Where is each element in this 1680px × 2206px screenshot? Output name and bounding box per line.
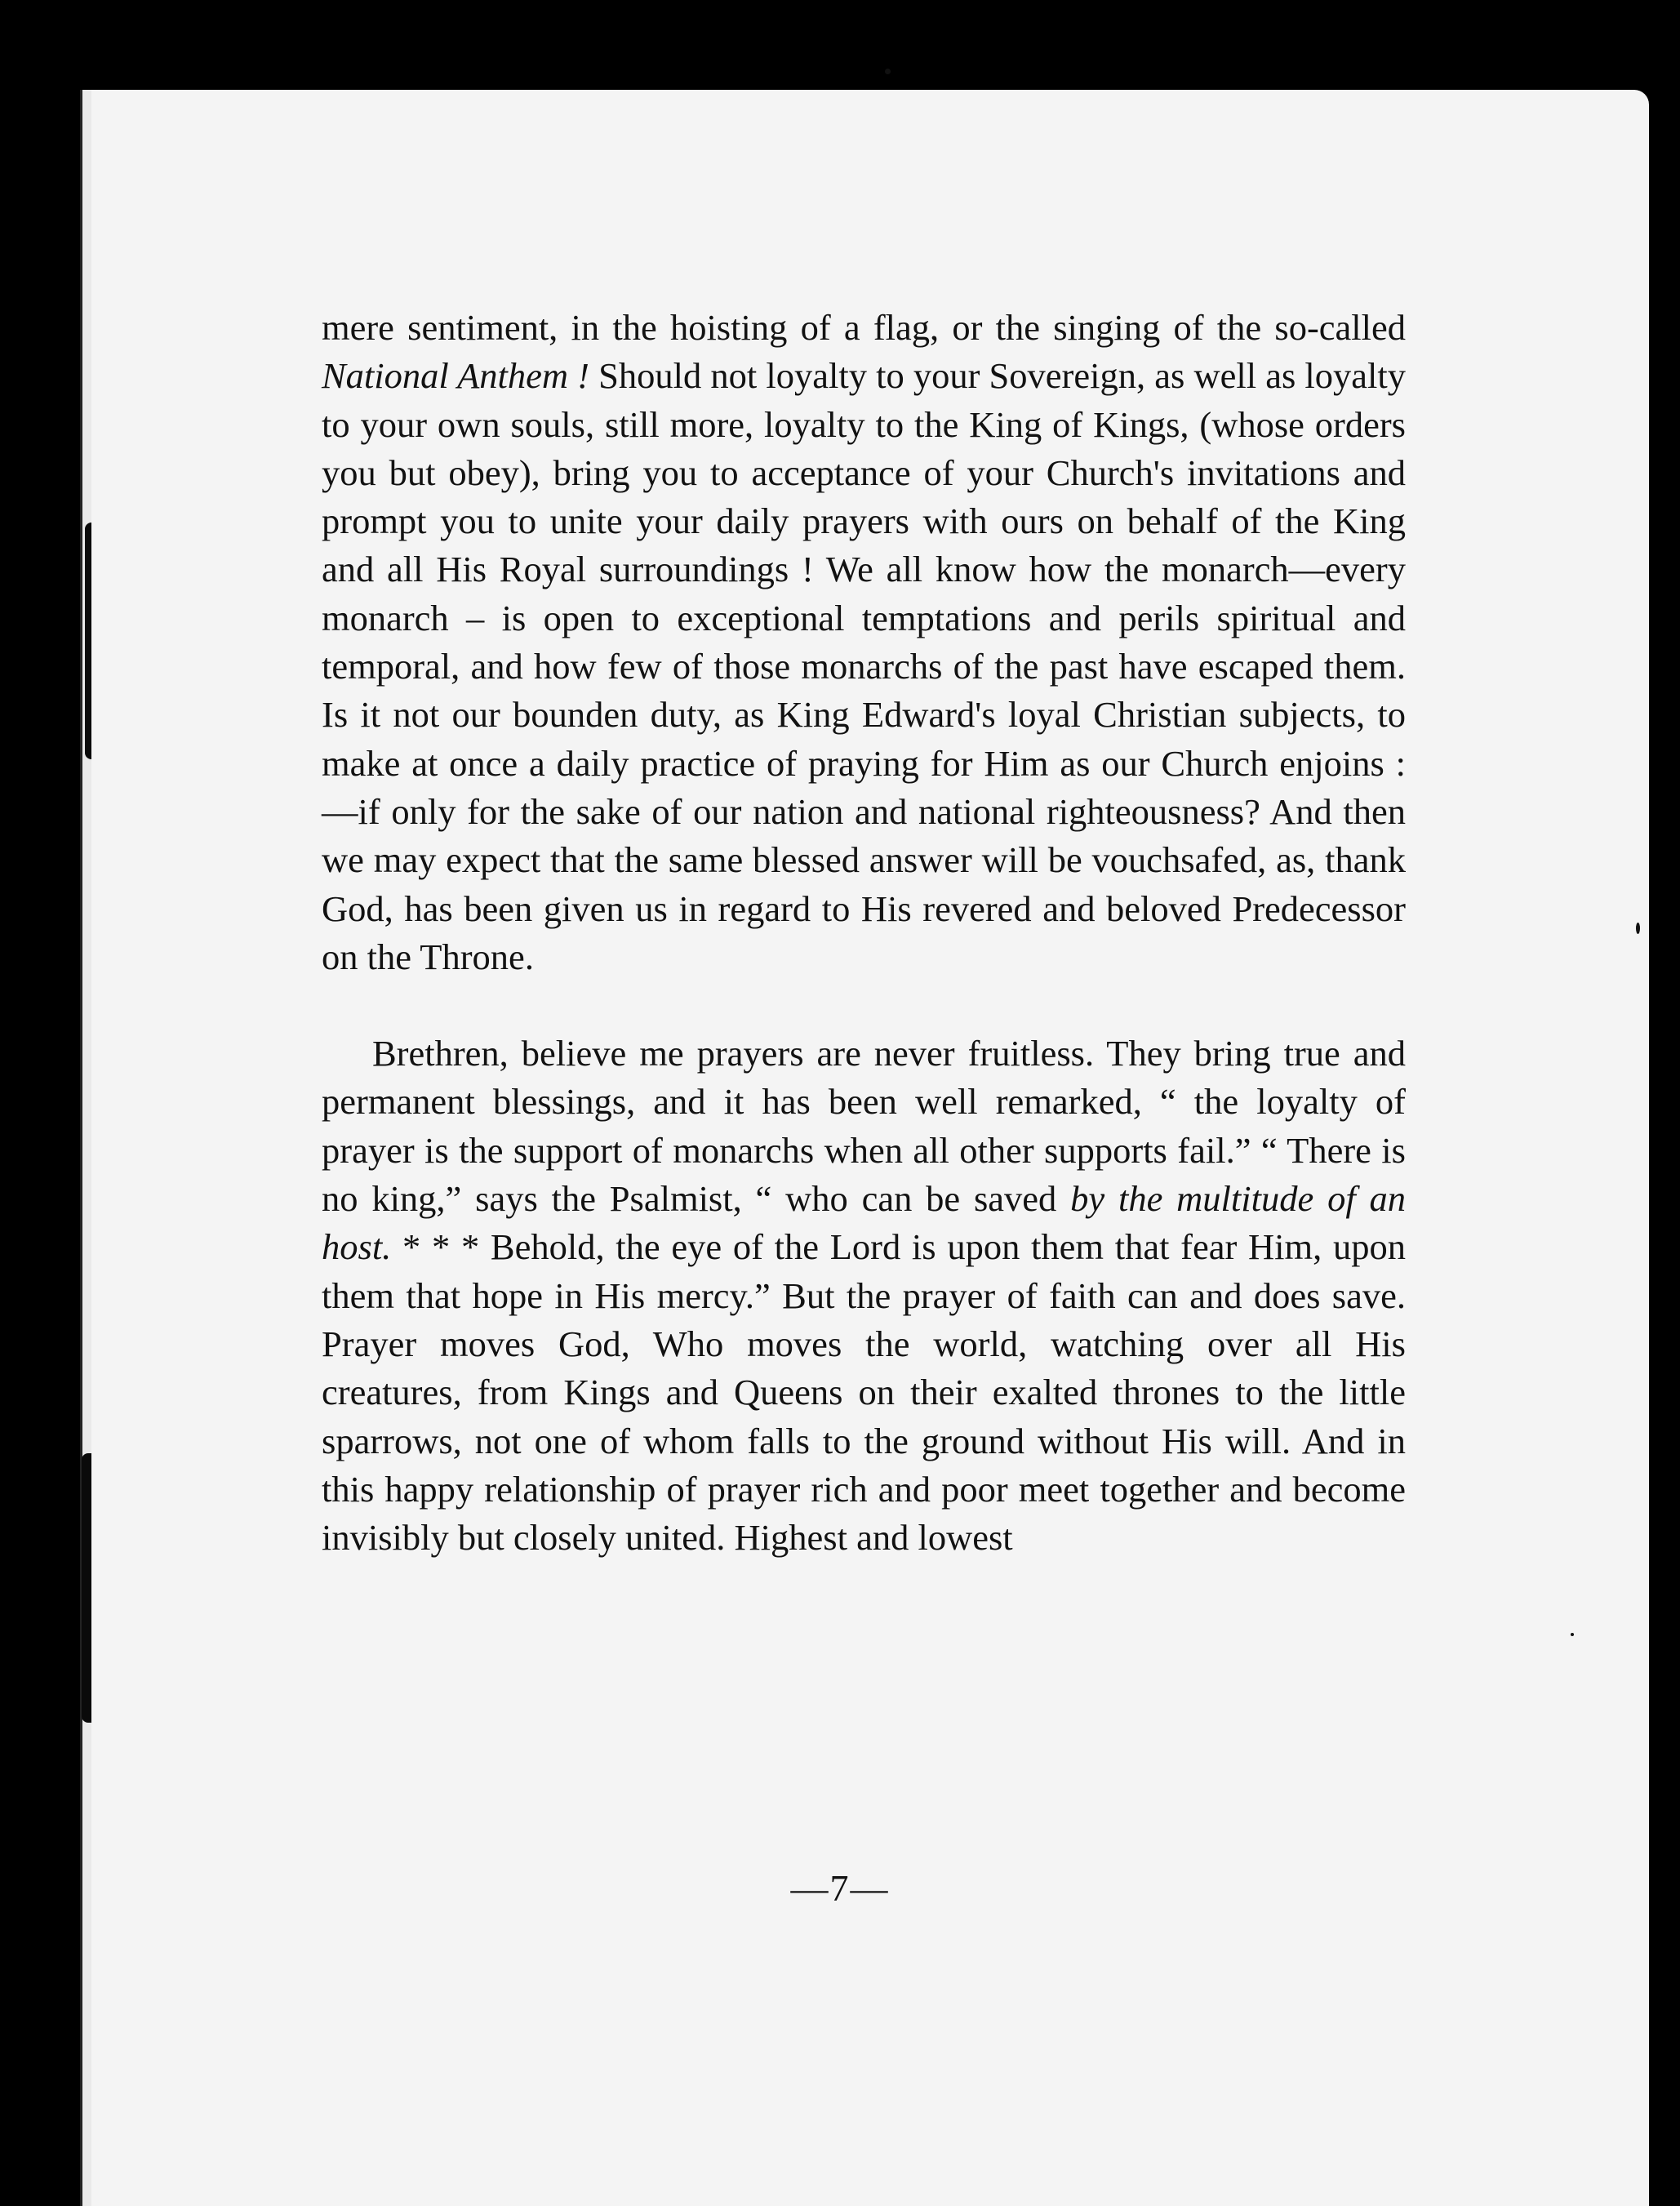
scan-speck [1571, 1633, 1574, 1636]
paragraph: Brethren, believe me prayers are never fruitless. They bring true and permanent blessings, and it has been well remarked, “ the loyalty of prayer is the support of monarchs when all other supports fail.” “ There is no king,” says the Psalmist, “ who can be saved by the multitude of an host. * * * Behold, the eye of the Lord is upon them that fear Him, upon them that hope in His mercy.” But the prayer of faith can and does save. Prayer moves God, Who moves the world, watching over all His creatures, from Kings and Queens on their exalted thrones to the little sparrows, not one of whom falls to the ground without His will. And in this happy relationship of prayer rich and poor meet together and become invisibly but closely united. Highest and lowest [322, 1033, 1406, 1559]
body-text [322, 304, 1406, 1562]
scan-speck [1636, 923, 1640, 934]
scan-speck [885, 69, 891, 74]
page-number: —7— [790, 1867, 890, 1909]
paragraph: mere sentiment, in the hoisting of a flag, or the singing of the so-called National Anthem ! Should not loyalty to your Sovereign, as well as loyalty to your own souls, still more, loyalty to the King of Kings, (whose orders you but obey), bring you to acceptance of your Church's invitations and prompt you to unite your daily prayers with ours on behalf of the King and all His Royal surroundings ! We all know how the monarch—every monarch – is open to exceptional temptations and perils spiritual and temporal, and how few of those monarchs of the past have escaped them. Is it not our bounden duty, as King Edward's loyal Christian subjects, to make at once a daily practice of praying for Him as our Church enjoins :—if only for the sake of our nation and national righteousness? And then we may expect that the same blessed answer will be vouchsafed, as, thank God, has been given us in regard to His revered and beloved Predecessor on the Throne. [322, 307, 1406, 977]
